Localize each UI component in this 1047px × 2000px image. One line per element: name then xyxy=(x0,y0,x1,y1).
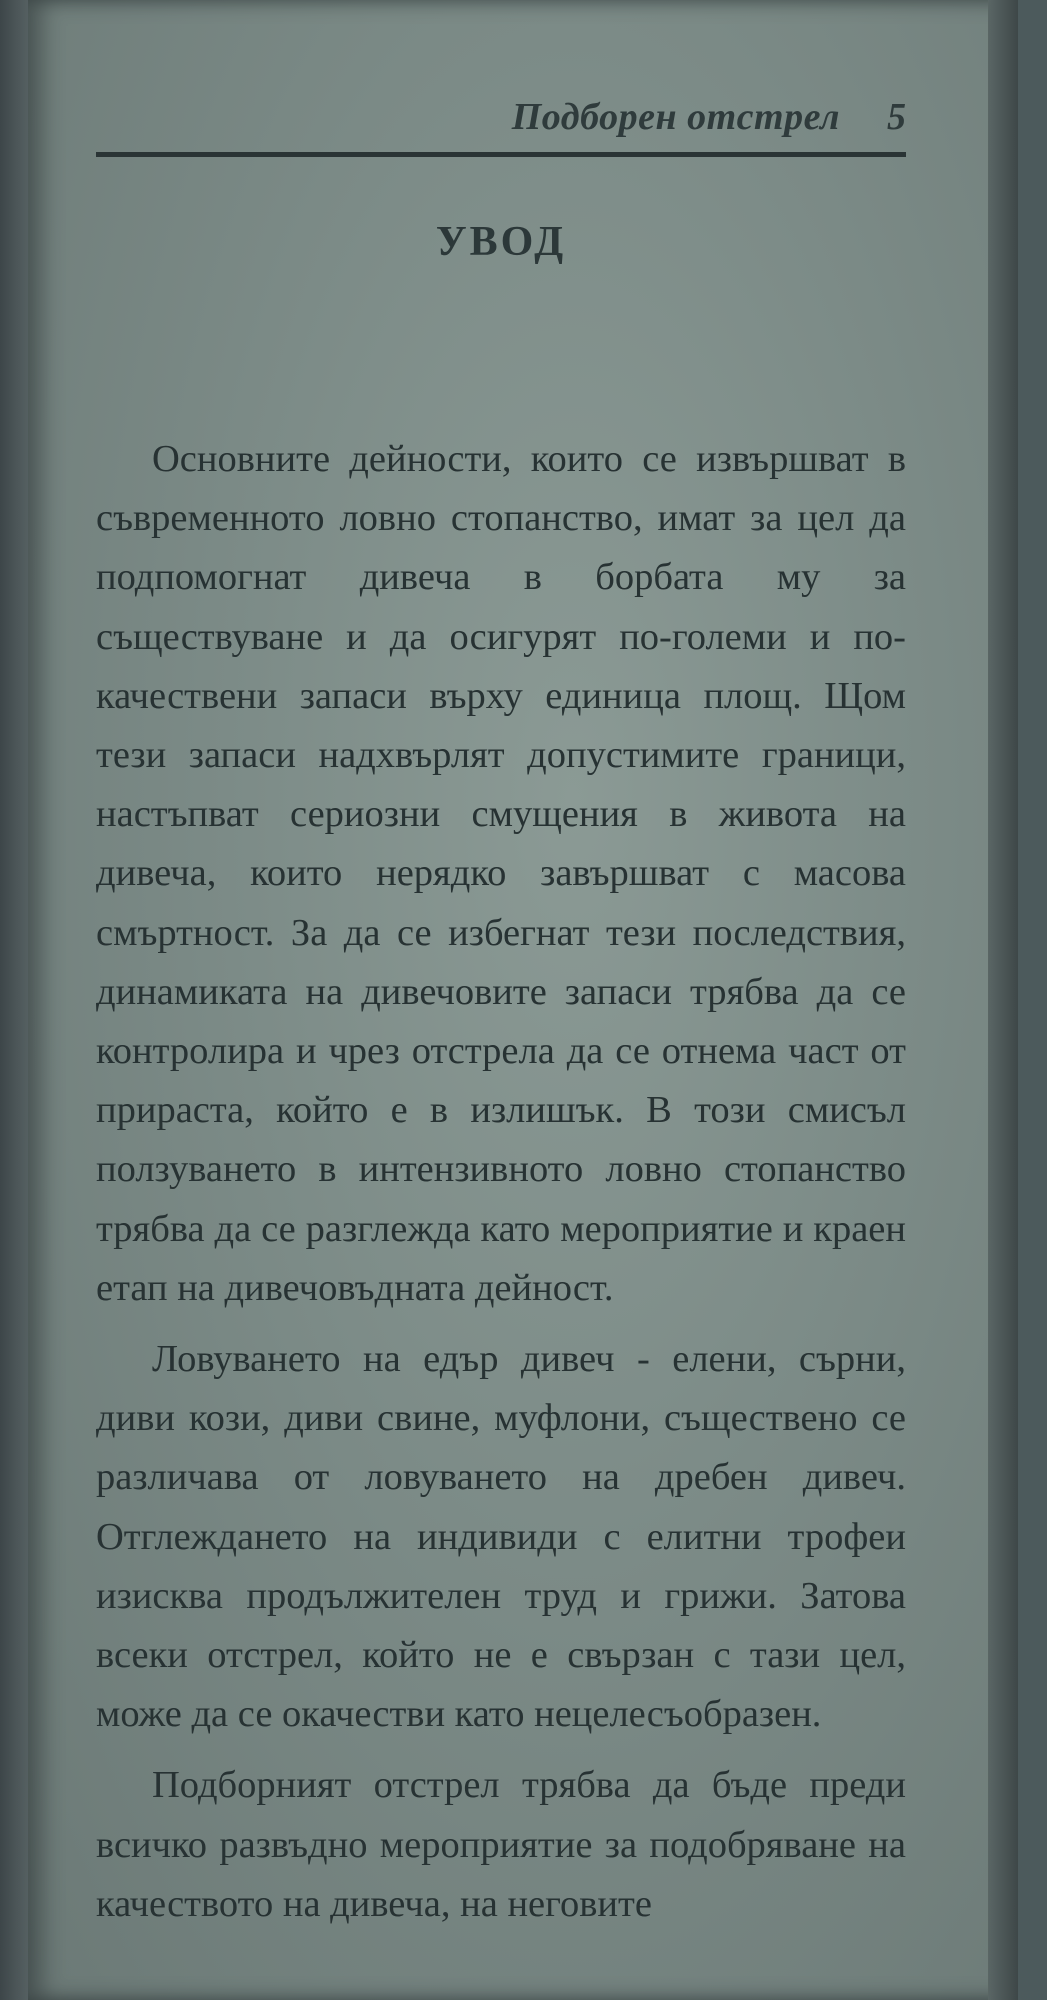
running-title: Подборен отстрел xyxy=(511,96,840,138)
body-text xyxy=(96,430,906,1934)
header-rule xyxy=(96,152,906,157)
page-number: 5 xyxy=(887,96,906,138)
paragraph: Подборният отстрел трябва да бъде преди всичко развъдно мероприятие за подобряване на качеството на дивеча, на неговите xyxy=(96,1764,906,1925)
chapter-title: УВОД xyxy=(435,219,567,265)
paragraph: Ловуването на едър дивеч - елени, сърни, диви кози, диви свине, муфлони, съществено се различава от ловуването на дребен дивеч. Отглеждането на индивиди с елитни трофеи изисква продължителен труд и грижи. Затова всеки отстрел, който не е свързан с тази цел, може да се окачестви като нецелесъобразен. xyxy=(96,1338,906,1736)
running-head xyxy=(96,95,906,155)
paragraph: Основните дейности, които се извършват в съвременното ловно стопанство, имат за цел да подпомогнат дивеча в борбата му за съществуване и да осигурят по-големи и по-качествени запаси върху единица площ. Щом тези запаси надхвърлят допустимите граници, настъпват сериозни смущения в живота на дивеча, които нерядко завършват с масова смъртност. За да се избегнат тези последствия, динамиката на дивечовите запаси трябва да се контролира и чрез отстрела да се отнема част от прираста, който е в излишък. В този смисъл ползуването в интензивното ловно стопанство трябва да се разглежда като мероприятие и краен етап на дивечовъдната дейност. xyxy=(96,438,906,1309)
page-edge-shadow xyxy=(988,0,1018,2000)
